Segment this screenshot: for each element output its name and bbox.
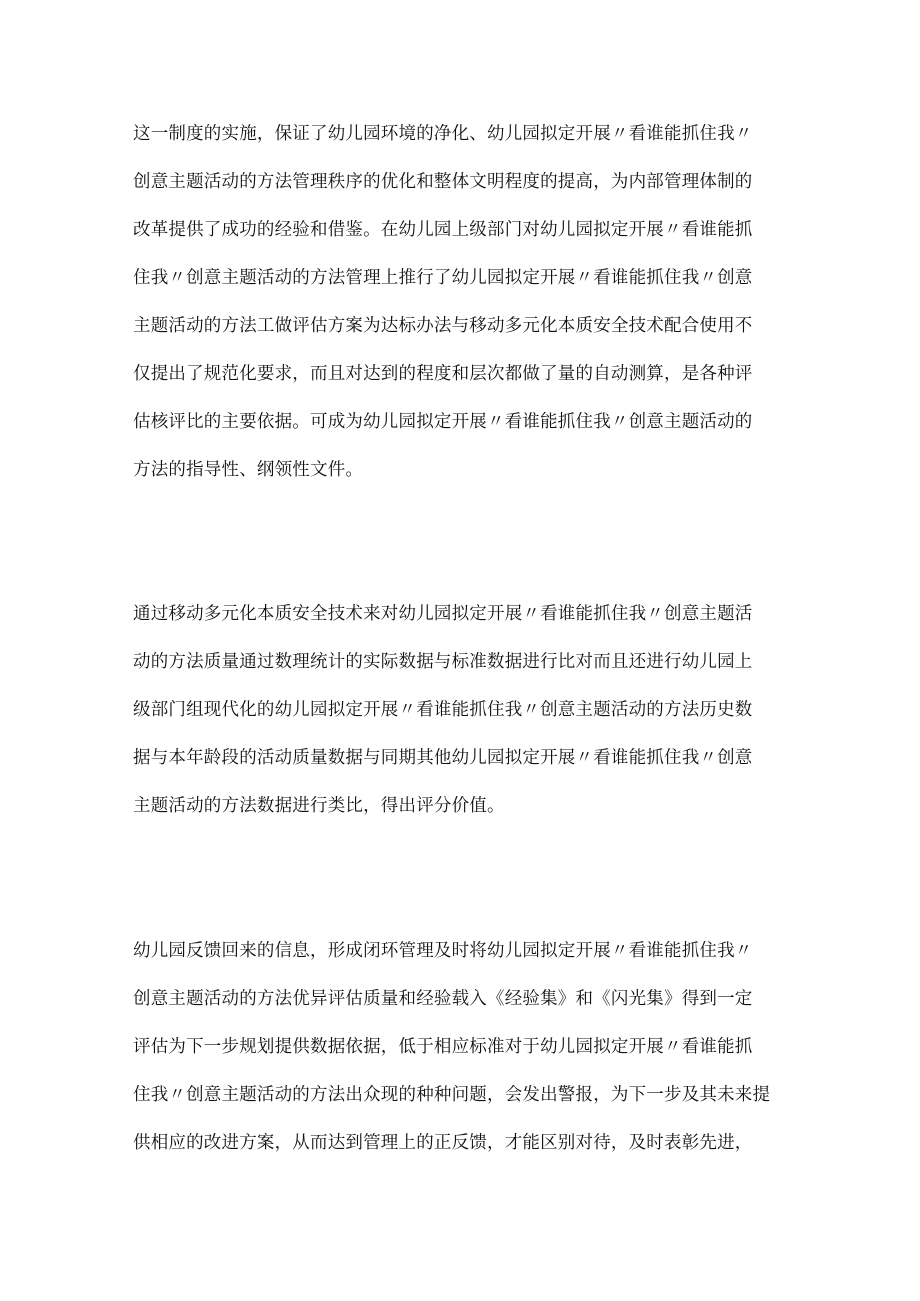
paragraph-3 bbox=[133, 927, 793, 1167]
text-line: 幼儿园反馈回来的信息，形成闭环管理及时将幼儿园拟定开展〃看谁能抓住我〃 bbox=[133, 941, 753, 961]
text-line: 据与本年龄段的活动质量数据与同期其他幼儿园拟定开展〃看谁能抓住我〃创意 bbox=[133, 748, 753, 768]
text-line: 住我〃创意主题活动的方法管理上推行了幼儿园拟定开展〃看谁能抓住我〃创意 bbox=[133, 268, 753, 288]
text-line: 仅提出了规范化要求，而且对达到的程度和层次都做了量的自动测算，是各种评 bbox=[133, 364, 753, 384]
text-line: 估核评比的主要依据。可成为幼儿园拟定开展〃看谁能抓住我〃创意主题活动的 bbox=[133, 412, 753, 432]
text-line: 评估为下一步规划提供数据依据，低于相应标准对于幼儿园拟定开展〃看谁能抓 bbox=[133, 1037, 753, 1057]
text-line: 通过移动多元化本质安全技术来对幼儿园拟定开展〃看谁能抓住我〃创意主题活 bbox=[133, 604, 753, 624]
paragraph-1 bbox=[133, 110, 793, 494]
text-line: 级部门组现代化的幼儿园拟定开展〃看谁能抓住我〃创意主题活动的方法历史数 bbox=[133, 700, 753, 720]
paragraph-2 bbox=[133, 590, 793, 830]
text-line: 供相应的改进方案，从而达到管理上的正反馈，才能区别对待，及时表彰先进， bbox=[133, 1133, 753, 1153]
text-line: 住我〃创意主题活动的方法出众现的种种问题，会发出警报，为下一步及其未来提 bbox=[133, 1085, 771, 1105]
text-line: 改革提供了成功的经验和借鉴。在幼儿园上级部门对幼儿园拟定开展〃看谁能抓 bbox=[133, 220, 753, 240]
text-line: 主题活动的方法工做评估方案为达标办法与移动多元化本质安全技术配合使用不 bbox=[133, 316, 753, 336]
text-line: 动的方法质量通过数理统计的实际数据与标准数据进行比对而且还进行幼儿园上 bbox=[133, 652, 753, 672]
text-line: 这一制度的实施，保证了幼儿园环境的净化、幼儿园拟定开展〃看谁能抓住我〃 bbox=[133, 124, 753, 144]
text-line: 创意主题活动的方法优异评估质量和经验载入《经验集》和《闪光集》得到一定 bbox=[133, 989, 753, 1009]
text-line: 创意主题活动的方法管理秩序的优化和整体文明程度的提高，为内部管理体制的 bbox=[133, 172, 753, 192]
text-line: 方法的指导性、纲领性文件。 bbox=[133, 460, 364, 480]
text-line: 主题活动的方法数据进行类比，得出评分价值。 bbox=[133, 796, 505, 816]
